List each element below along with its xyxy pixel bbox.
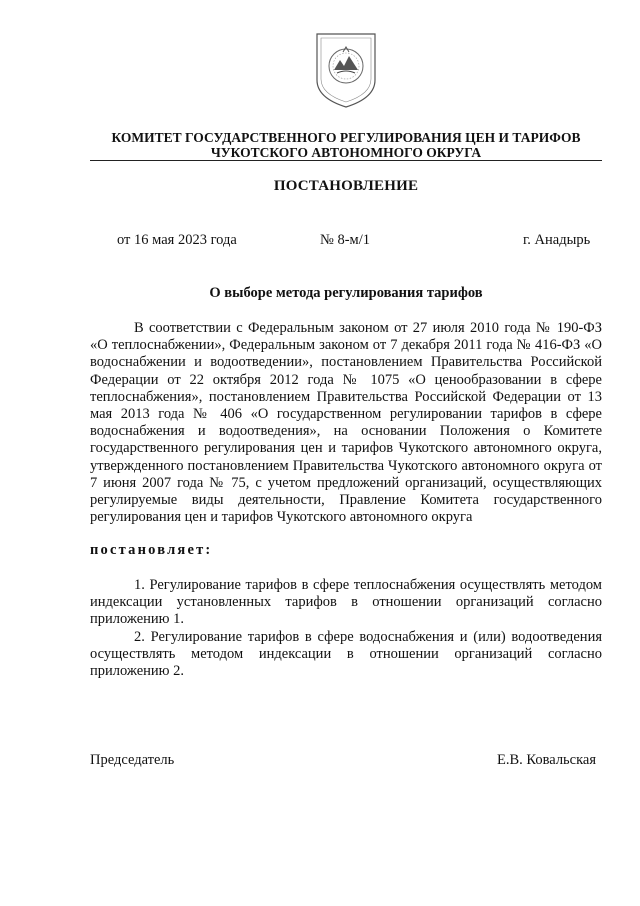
header-divider	[90, 160, 602, 161]
document-date: от 16 мая 2023 года	[117, 232, 237, 248]
signatory-title: Председатель	[90, 752, 175, 768]
preamble	[90, 320, 602, 526]
committee-name-line1: КОМИТЕТ ГОСУДАРСТВЕННОГО РЕГУЛИРОВАНИЯ ЦЕН И ТАРИФОВ	[111, 130, 581, 145]
document-city: г. Анадырь	[523, 232, 591, 248]
document-type: ПОСТАНОВЛЕНИЕ	[273, 178, 419, 194]
document-subject: О выборе метода регулирования тарифов	[209, 285, 483, 301]
preamble-paragraph: В соответствии с Федеральным законом от 27 июля 2010 года № 190-ФЗ «О теплоснабжении», Федеральным законом от 7 декабря 2011 года № 416-ФЗ «О водоснабжении и водоотведении», постановлением Правительства Российской Федерации от 22 октября 2012 года № 1075 «О ценообразовании в сфере теплоснабжения», постановлением Правительства Российской Федерации от 13 мая 2013 года № 406 «О государственном регулировании тарифов в сфере водоснабжения и водоотведения», на основании Положения о Комитете государственного регулирования цен и тарифов Чукотского автономного округа, утвержденного постановлением Правительства Чукотского автономного округа от 7 июня 2007 года № 75, с учетом предложений организаций, осуществляющих регулируемые виды деятельности, Правление Комитета государственного регулирования цен и тарифов Чукотского автономного округа	[90, 320, 602, 526]
committee-name-line2: ЧУКОТСКОГО АВТОНОМНОГО ОКРУГА	[210, 145, 482, 160]
chukotka-coat-of-arms-icon	[313, 30, 379, 110]
signatory-name: Е.В. Ковальская	[497, 752, 597, 768]
document-number: № 8-м/1	[320, 232, 370, 248]
committee-name	[90, 130, 602, 160]
decree-item-1: 1. Регулирование тарифов в сфере теплоснабжения осуществлять методом индексации установленных тарифов в отношении организаций согласно приложению 1.	[90, 577, 602, 628]
decree-items	[90, 577, 602, 680]
decree-item-2: 2. Регулирование тарифов в сфере водоснабжения и (или) водоотведения осуществлять методом индексации в отношении организаций согласно приложению 2.	[90, 628, 602, 680]
decree-word: постановляет:	[90, 542, 213, 558]
